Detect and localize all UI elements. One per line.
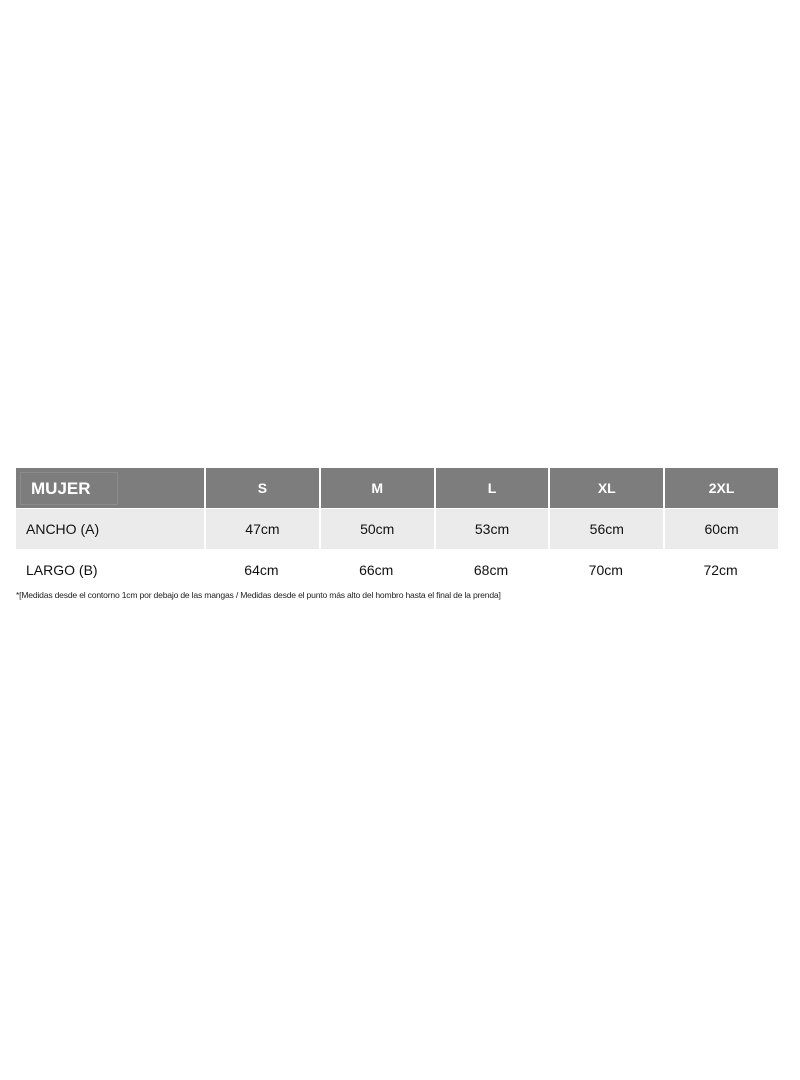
ancho-value-l: 53cm xyxy=(434,508,549,549)
size-header-l: L xyxy=(434,468,549,508)
largo-value-xl: 70cm xyxy=(548,549,663,591)
measurement-footnote: *[Medidas desde el contorno 1cm por debajo de las mangas / Medidas desde el punto más alto del hombro hasta el final de la prenda] xyxy=(16,590,501,600)
size-header-xl: XL xyxy=(548,468,663,508)
size-chart-table xyxy=(16,468,778,591)
table-row-largo xyxy=(16,549,778,591)
largo-value-l: 68cm xyxy=(434,549,549,591)
size-header-m: M xyxy=(319,468,434,508)
size-header-s: S xyxy=(204,468,319,508)
size-header-2xl: 2XL xyxy=(663,468,778,508)
ancho-value-2xl: 60cm xyxy=(663,508,778,549)
table-row-ancho xyxy=(16,508,778,549)
size-header-row xyxy=(16,468,778,508)
largo-value-2xl: 72cm xyxy=(663,549,778,591)
table-title: MUJER xyxy=(20,472,118,505)
ancho-value-s: 47cm xyxy=(204,508,319,549)
largo-value-s: 64cm xyxy=(204,549,319,591)
row-label-largo: LARGO (B) xyxy=(16,549,204,591)
largo-value-m: 66cm xyxy=(319,549,434,591)
table-title-cell xyxy=(16,468,204,508)
ancho-value-m: 50cm xyxy=(319,508,434,549)
row-label-ancho: ANCHO (A) xyxy=(16,508,204,549)
ancho-value-xl: 56cm xyxy=(548,508,663,549)
